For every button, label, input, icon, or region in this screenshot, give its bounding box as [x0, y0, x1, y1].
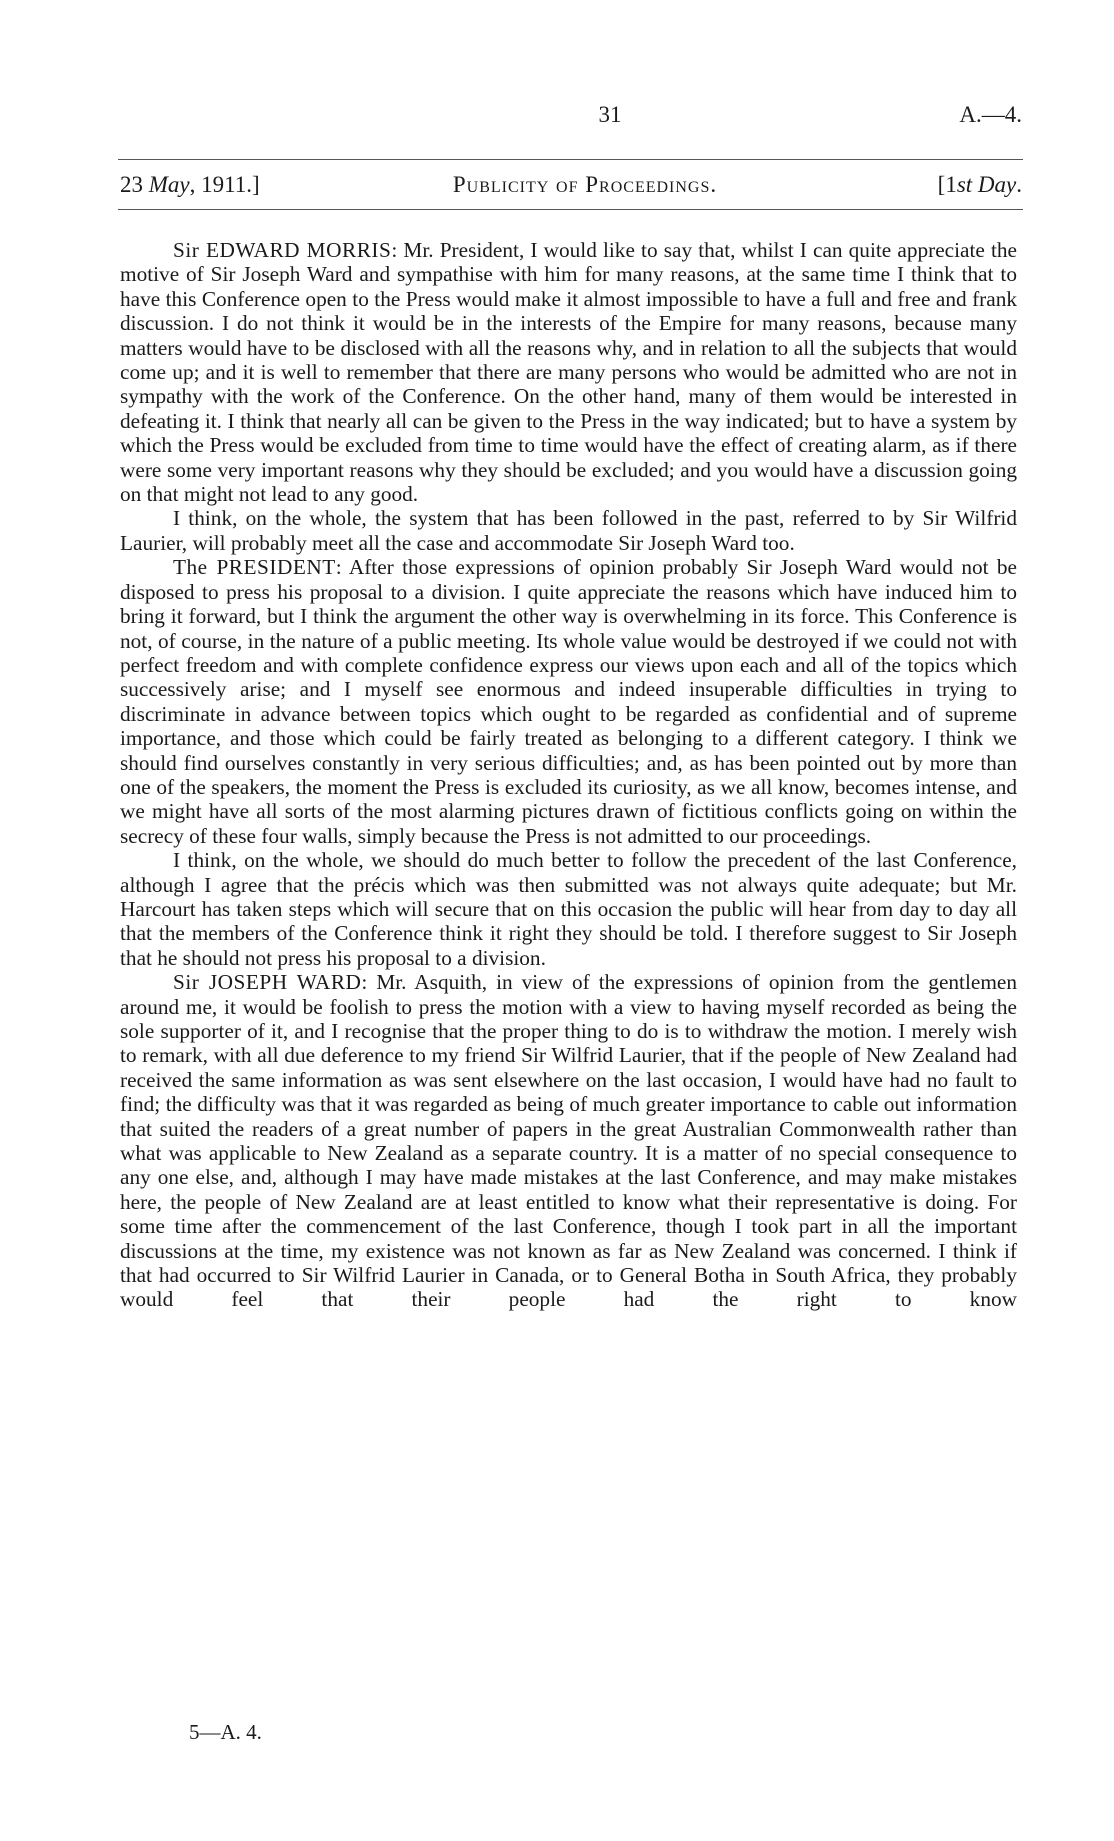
- day-label: st Day: [956, 172, 1017, 197]
- speaker-name: Sir EDWARD MORRIS: [173, 238, 392, 262]
- paragraph-morris-continued: [120, 506, 1017, 555]
- paragraph-ward: [120, 970, 1017, 1312]
- page-number: 31: [598, 102, 622, 127]
- paragraph-text: : Mr. President, I would like to say that, whilst I can quite appreciate the motive of Sir Joseph Ward and sympathise with him for many reasons, at the same time I think that to have this Conference open to the Press would make it almost impossible to have a full and free and frank discussion. I do not think it would be in the interests of the Empire for many reasons, because many matters would have to be disclosed with all the reasons why, and in relation to all the subjects that would come up; and it is well to remember that there are many persons who would be admitted who are not in sympathy with the work of the Conference. On the other hand, many of them would be interested in defeating it. I think that nearly all can be given to the Press in the way indicated; but to have a system by which the Press would be excluded from time to time would have the effect of creating alarm, as if there were some very important reasons why they should be excluded; and you would have a discussion going on that might not lead to any good.: [120, 238, 1017, 507]
- date-month: May: [148, 172, 190, 197]
- day-bracket: [1: [937, 172, 957, 197]
- paragraph-text: I think, on the whole, we should do much better to follow the precedent of the last Conference, although I agree that the précis which was then submitted was not always quite adequate; but Mr. Harcourt has taken steps which will secure that on this occasion the public will hear from day to day all that the members of the Conference think it right they should be told. I therefore suggest to Sir Joseph that he should not press his proposal to a division.: [120, 848, 1017, 970]
- day-dot: .: [1016, 172, 1022, 197]
- running-head-title: Publicity of Proceedings.: [452, 172, 718, 197]
- paragraph-text: I think, on the whole, the system that has been followed in the past, referred to by Sir Wilfrid Laurier, will probably meet all the case and accommodate Sir Joseph Ward too.: [120, 506, 1017, 555]
- running-head: [120, 172, 1025, 202]
- speaker-name: The PRESIDENT: [173, 555, 336, 580]
- paragraph-president: [120, 555, 1017, 848]
- paragraph-text: : Mr. Asquith, in view of the expressions of opinion from the gentlemen around me, it would be foolish to press the motion with a view to having myself recorded as being the sole supporter of it, and I recognise that the proper thing to do is to withdraw the motion. I merely wish to remark, with all due deference to my friend Sir Wilfrid Laurier, that if the people of New Zealand had received the same information as was sent elsewhere on the last occasion, I would have had no fault to find; the difficulty was that it was regarded as being of much greater importance to cable out information that suited the readers of a great number of papers in the great Australian Commonwealth rather than what was applicable to New Zealand as a separate country. It is a matter of no special consequence to any one else, and, although I may have made mistakes at the last Conference, and may make mistakes here, the people of New Zealand are at least entitled to know what their representative is doing. For some time after the commencement of the last Conference, though I took part in all the important discussions at the time, my existence was not known as far as New Zealand was concerned. I think if that had occurred to Sir Wilfrid Laurier in Canada, or to General Botha in South Africa, they probably would feel that their people had the right to know: [120, 970, 1017, 1312]
- paragraph-text: : After those expressions of opinion probably Sir Joseph Ward would not be disposed to press his proposal to a division. I quite appreciate the reasons which have induced him to bring it forward, but I think the argument the other way is overwhelming in its force. This Conference is not, of course, in the nature of a public meeting. Its whole value would be destroyed if we could not with perfect freedom and with complete confidence express our views upon each and all of the topics which successively arise; and I myself see enormous and indeed insuperable difficulties in trying to discriminate in advance between topics which ought to be regarded as confidential and of supreme importance, and those which could be fairly treated as belonging to a different category. I think we should find ourselves constantly in very serious difficulties; and, as has been pointed out by more than one of the speakers, the moment the Press is excluded its curiosity, as we all know, becomes intense, and we might have all sorts of the most alarming pictures drawn of fictitious conflicts going on within the secrecy of these four walls, simply because the Press is not admitted to our proceedings.: [120, 555, 1017, 848]
- series-code: A.—4.: [959, 102, 1022, 127]
- speaker-name: Sir JOSEPH WARD: [173, 970, 362, 995]
- signature-mark: 5—A. 4.: [189, 1720, 262, 1744]
- running-head-day: [938, 172, 1022, 198]
- date-day: 23: [120, 172, 149, 197]
- paragraph-president-continued: [120, 848, 1017, 970]
- page-header: [120, 102, 1025, 132]
- running-head-date: [120, 172, 260, 198]
- header-rule-top: [118, 159, 1023, 160]
- paragraph-morris: [120, 238, 1017, 506]
- body-text: [120, 238, 1017, 1312]
- date-year: , 1911.]: [189, 172, 260, 197]
- header-rule-bottom: [118, 209, 1023, 210]
